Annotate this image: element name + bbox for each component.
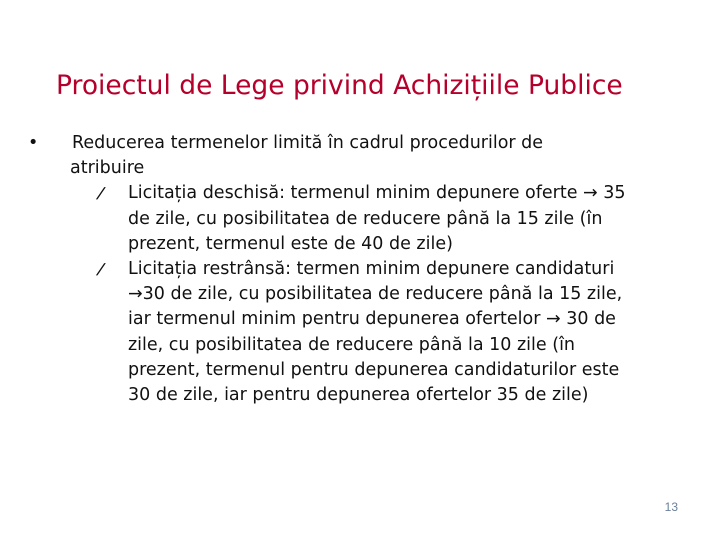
sub-bullet-line: 30 de zile, iar pentru depunerea ofertelor 35 de zile): [128, 385, 589, 406]
bullet-text-line: atribuire: [70, 158, 145, 179]
sub-bullet-line: iar termenul minim pentru depunerea ofertelor → 30 de: [128, 309, 616, 330]
bullet-text-line: Reducerea termenelor limită în cadrul procedurilor de: [72, 133, 544, 153]
slide-title: Proiectul de Lege privind Achizițiile Publice: [56, 70, 623, 101]
sub-bullet-line: Licitația restrânsă: termen minim depunere candidaturi: [128, 259, 615, 280]
bullet-item: [28, 131, 671, 156]
sub-bullet-icon: /: [94, 260, 107, 279]
sub-bullet-line: prezent, termenul este de 40 de zile): [128, 233, 453, 254]
bullet-icon: •: [28, 133, 39, 153]
sub-bullet-line: →30 de zile, cu posibilitatea de reducere până la 15 zile,: [128, 284, 623, 305]
sub-bullet-line: de zile, cu posibilitatea de reducere până la 15 zile (în: [128, 208, 603, 229]
sub-bullet-line: zile, cu posibilitatea de reducere până la 10 zile (în: [128, 334, 576, 355]
sub-bullet-item: [94, 257, 671, 408]
sub-bullet-line: Licitația deschisă: termenul minim depunere oferte → 35: [128, 183, 626, 204]
slide-body: [28, 131, 671, 408]
page-number: 13: [664, 500, 678, 514]
sub-bullet-item: [94, 181, 671, 257]
sub-bullet-line: prezent, termenul pentru depunerea candidaturilor este: [128, 359, 620, 380]
sub-bullet-icon: /: [94, 184, 107, 203]
sub-bullet-list: [94, 181, 671, 408]
